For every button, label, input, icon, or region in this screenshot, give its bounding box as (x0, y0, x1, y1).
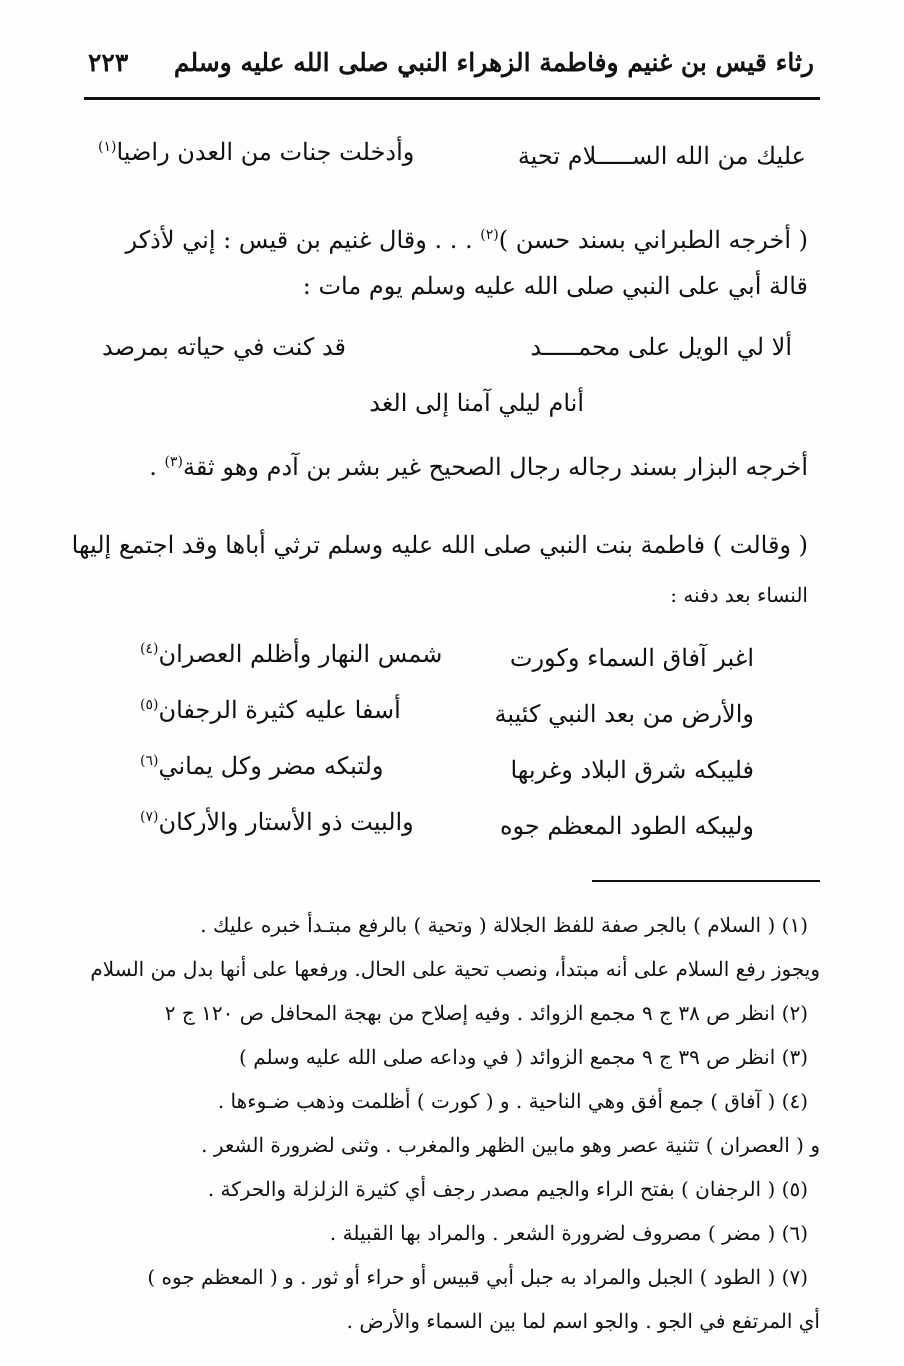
header-rule (84, 97, 820, 100)
paragraph-1-line-1 (126, 225, 809, 255)
poem-line-3-second (140, 752, 384, 780)
para1-text: . . . وقال غنيم بن قيس : إني لأذكر (125, 226, 473, 254)
para2-end: . (149, 453, 157, 481)
footnote-1-line-2: ويجوز رفع السلام على أنه مبتدأ، ونصب تحية على الحال. ورفعها على أنها بدل من السلام (90, 957, 820, 981)
paragraph-3-line-1: ( وقالت ) فاطمة بنت النبي صلى الله عليه وسلم ترثي أباها وقد اجتمع إليها (71, 531, 808, 559)
poem-line-4-first: وليبكه الطود المعظم جوه (499, 812, 754, 840)
footnote-ref-6: (٦) (140, 753, 159, 769)
footnote-4-line-1: (٤) ( آفاق ) جمع أفق وهي الناحية . و ( كورت ) أظلمت وذهب ضـوءها . (217, 1089, 808, 1113)
footnote-ref-2: (٢) (480, 227, 499, 243)
page-number: ٢٢٣ (88, 48, 129, 77)
footnote-7-line-2: أي المرتفع في الجو . والجو اسم لما بين السماء والأرض . (346, 1309, 820, 1333)
verse2-first-hemistich: ألا لي الويل على محمـــــد (530, 333, 792, 361)
poem-line-3-first: فليبكه شرق البلاد وغربها (510, 756, 754, 784)
running-header (88, 44, 814, 84)
footnote-3: (٣) انظر ص ٣٩ ج ٩ مجمع الزوائد ( في وداعه صلى الله عليه وسلم ) (239, 1045, 808, 1069)
verse2-second-hemistich: قد كنت في حياته بمرصد (102, 333, 347, 361)
poem-line-4-second (140, 808, 414, 836)
poem-line-1-first: اغبر آفاق السماء وكورت (509, 644, 754, 672)
footnote-separator (592, 880, 820, 882)
paragraph-1-line-2: قالة أبي على النبي صلى الله عليه وسلم يوم مات : (302, 272, 808, 300)
footnote-4-line-2: و ( العصران ) تثنية عصر وهو مابين الظهر والمغرب . وثنى لضرورة الشعر . (201, 1133, 820, 1157)
footnote-ref-1: (١) (98, 139, 117, 155)
header-title: رثاء قيس بن غنيم وفاطمة الزهراء النبي صلى الله عليه وسلم (173, 48, 814, 77)
footnote-ref-4: (٤) (140, 641, 159, 657)
footnote-2: (٢) انظر ص ٣٨ ج ٩ مجمع الزوائد . وفيه إصلاح من بهجة المحافل ص ١٢٠ ج ٢ (164, 1001, 808, 1025)
poem-line-3-second-text: ولتبكه مضر وكل يماني (158, 752, 384, 780)
paragraph-2 (149, 452, 808, 482)
poem-line-1-second-text: شمس النهار وأظلم العصران (158, 640, 443, 668)
verse1-first-hemistich (518, 142, 806, 170)
poem-line-2-first: والأرض من بعد النبي كئيبة (494, 700, 754, 728)
footnote-ref-3: (٣) (164, 454, 183, 470)
footnote-ref-7: (٧) (140, 809, 159, 825)
footnote-7-line-1: (٧) ( الطود ) الجبل والمراد به جبل أبي قبيس أو حراء أو ثور . و ( المعظم جوه ) (147, 1265, 808, 1289)
verse1-right-text: عليك من الله الســـــلام تحية (517, 142, 806, 170)
para2-text: أخرجه البزار بسند رجاله رجال الصحيح غير بشر بن آدم وهو ثقة (183, 453, 808, 481)
footnote-6: (٦) ( مضر ) مصروف لضرورة الشعر . والمراد بها القبيلة . (329, 1221, 808, 1245)
poem-line-2-second-text: أسفا عليه كثيرة الرجفان (158, 696, 401, 724)
para1-source: ( أخرجه الطبراني بسند حسن ) (498, 226, 808, 254)
footnote-5: (٥) ( الرجفان ) بفتح الراء والجيم مصدر رجف أي كثيرة الزلزلة والحركة . (207, 1177, 808, 1201)
paragraph-3-line-2: النساء بعد دفنه : (670, 583, 808, 607)
poem-line-2-second (140, 696, 401, 724)
footnote-ref-5: (٥) (140, 697, 159, 713)
verse2-line-2: أنام ليلي آمنا إلى الغد (369, 389, 584, 417)
verse1-second-hemistich (98, 138, 414, 166)
poem-line-1-second (140, 640, 442, 668)
footnote-1-line-1: (١) ( السلام ) بالجر صفة للفظ الجلالة ( وتحية ) بالرفع مبتـدأ خبره عليك . (200, 913, 808, 937)
verse1-left-text: وأدخلت جنات من العدن راضيا (116, 138, 415, 166)
poem-line-4-second-text: والبيت ذو الأستار والأركان (158, 808, 414, 836)
